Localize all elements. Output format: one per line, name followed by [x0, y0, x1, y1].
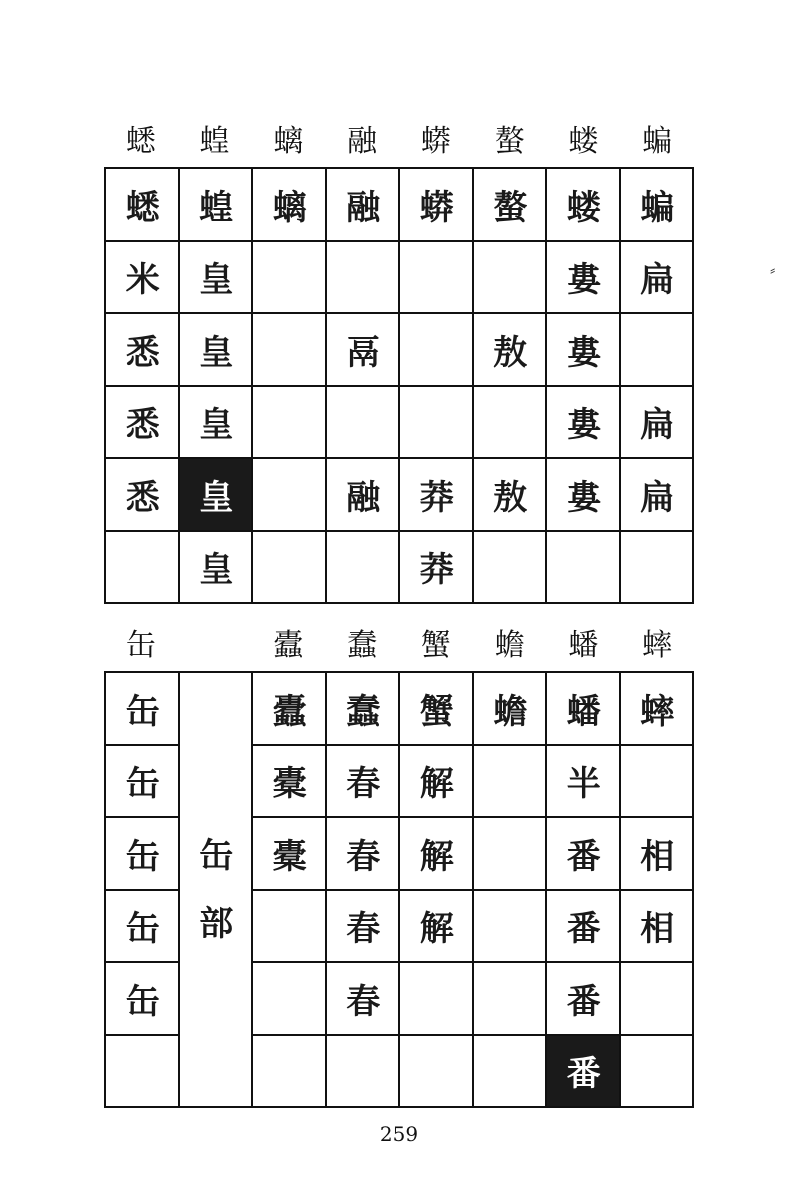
glyph-cell: 皇 — [179, 241, 253, 314]
heading-char: 蟾 — [494, 628, 525, 663]
glyph-cell — [399, 1035, 473, 1108]
glyph-cell — [326, 531, 400, 604]
glyph-cell: 皇 — [179, 386, 253, 459]
glyph-cell: 解 — [399, 890, 473, 963]
heading-char — [178, 626, 252, 666]
glyph-cell — [326, 241, 400, 314]
glyph-cell: 蟾 — [473, 672, 547, 745]
glyph-cell: 敖 — [473, 313, 547, 386]
glyph-cell: 半 — [546, 745, 620, 818]
glyph-cell: 鬲 — [326, 313, 400, 386]
heading-char: 蝼 — [568, 124, 599, 159]
glyph-cell: 蟹 — [399, 672, 473, 745]
glyph-cell: 番 — [546, 1035, 620, 1108]
glyph-cell — [473, 962, 547, 1035]
glyph-cell: 蝗 — [179, 168, 253, 241]
margin-mark: ⸗ — [770, 260, 776, 279]
glyph-cell — [620, 745, 694, 818]
glyph-cell: 解 — [399, 745, 473, 818]
glyph-cell: 春 — [326, 745, 400, 818]
glyph-cell — [326, 1035, 400, 1108]
glyph-cell: 敖 — [473, 458, 547, 531]
heading-char: 融 — [347, 124, 378, 159]
glyph-cell — [620, 313, 694, 386]
glyph-cell — [620, 962, 694, 1035]
glyph-cell — [473, 531, 547, 604]
glyph-cell: 春 — [326, 817, 400, 890]
glyph-cell — [473, 890, 547, 963]
glyph-cell — [399, 962, 473, 1035]
glyph-cell — [252, 531, 326, 604]
table-row — [105, 313, 693, 386]
glyph-cell — [252, 241, 326, 314]
glyph-cell: 蠢 — [326, 672, 400, 745]
glyph-cell: 蟋 — [105, 168, 179, 241]
glyph-cell: 橐 — [252, 817, 326, 890]
glyph-cell: 婁 — [546, 241, 620, 314]
glyph-cell: 缶 — [105, 672, 179, 745]
glyph-cell: 蟀 — [620, 672, 694, 745]
table-row — [105, 672, 693, 745]
glyph-cell — [473, 386, 547, 459]
table-row — [105, 386, 693, 459]
glyph-cell: 蝙 — [620, 168, 694, 241]
glyph-cell — [399, 313, 473, 386]
glyph-cell: 相 — [620, 817, 694, 890]
glyph-cell: 螯 — [473, 168, 547, 241]
heading-char: 蠢 — [347, 628, 378, 663]
glyph-cell: 番 — [546, 962, 620, 1035]
glyph-cell — [252, 962, 326, 1035]
glyph-cell — [620, 531, 694, 604]
glyph-cell — [399, 241, 473, 314]
glyph-cell: 悉 — [105, 386, 179, 459]
section1-table — [104, 167, 694, 604]
glyph-cell: 缶 — [105, 962, 179, 1035]
glyph-cell — [473, 745, 547, 818]
heading-char: 螯 — [494, 124, 525, 159]
glyph-cell — [252, 890, 326, 963]
heading-char: 蟋 — [125, 124, 156, 159]
glyph-cell: 婁 — [546, 458, 620, 531]
glyph-cell: 缶 — [105, 890, 179, 963]
glyph-cell: 米 — [105, 241, 179, 314]
table-row — [105, 241, 693, 314]
radical-label: 部 — [199, 903, 232, 944]
glyph-cell: 悉 — [105, 313, 179, 386]
heading-char: 蠹 — [273, 628, 304, 663]
glyph-cell — [620, 1035, 694, 1108]
glyph-cell — [546, 531, 620, 604]
glyph-cell: 蟒 — [399, 168, 473, 241]
radical-label: 缶 — [199, 835, 232, 876]
glyph-cell: 橐 — [252, 745, 326, 818]
heading-char: 螭 — [273, 124, 304, 159]
glyph-cell: 春 — [326, 890, 400, 963]
glyph-cell: 皇 — [179, 458, 253, 531]
glyph-cell — [105, 1035, 179, 1108]
section2-table — [104, 671, 694, 1108]
heading-char: 蟒 — [420, 124, 451, 159]
heading-char: 蝙 — [642, 124, 673, 159]
glyph-cell: 扁 — [620, 458, 694, 531]
glyph-cell: 婁 — [546, 386, 620, 459]
glyph-cell: 融 — [326, 168, 400, 241]
glyph-cell: 悉 — [105, 458, 179, 531]
heading-char: 蝗 — [199, 124, 230, 159]
glyph-cell: 皇 — [179, 313, 253, 386]
glyph-cell: 相 — [620, 890, 694, 963]
glyph-cell: 蝼 — [546, 168, 620, 241]
heading-char: 蟀 — [642, 628, 673, 663]
glyph-cell — [473, 241, 547, 314]
glyph-cell: 番 — [546, 890, 620, 963]
glyph-cell — [326, 386, 400, 459]
glyph-cell: 缶 — [105, 817, 179, 890]
glyph-cell: 莽 — [399, 531, 473, 604]
section2-headings — [104, 626, 694, 666]
glyph-cell — [252, 386, 326, 459]
glyph-cell: 春 — [326, 962, 400, 1035]
heading-char: 蟹 — [420, 628, 451, 663]
glyph-cell: 皇 — [179, 531, 253, 604]
glyph-cell — [252, 458, 326, 531]
table-row — [105, 458, 693, 531]
glyph-cell — [473, 817, 547, 890]
table-row — [105, 168, 693, 241]
glyph-cell: 融 — [326, 458, 400, 531]
glyph-cell: 扁 — [620, 386, 694, 459]
glyph-cell: 婁 — [546, 313, 620, 386]
table-row — [105, 531, 693, 604]
heading-char: 蟠 — [568, 628, 599, 663]
glyph-cell — [473, 1035, 547, 1108]
glyph-cell: 缶 — [105, 745, 179, 818]
glyph-cell — [252, 1035, 326, 1108]
glyph-cell — [105, 531, 179, 604]
radical-label-cell — [179, 672, 253, 1107]
heading-char: 缶 — [125, 628, 156, 663]
section1-headings — [104, 122, 694, 162]
glyph-cell — [252, 313, 326, 386]
glyph-cell: 番 — [546, 817, 620, 890]
glyph-cell: 蠹 — [252, 672, 326, 745]
glyph-cell: 解 — [399, 817, 473, 890]
glyph-cell: 螭 — [252, 168, 326, 241]
glyph-cell: 莽 — [399, 458, 473, 531]
page-number: 259 — [379, 1122, 419, 1146]
glyph-cell — [399, 386, 473, 459]
glyph-cell: 蟠 — [546, 672, 620, 745]
glyph-cell: 扁 — [620, 241, 694, 314]
